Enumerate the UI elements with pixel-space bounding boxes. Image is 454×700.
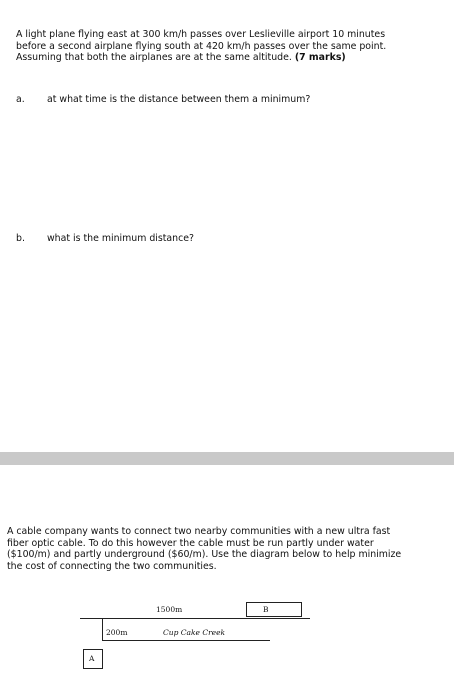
part-a-label: a. xyxy=(16,94,25,105)
bottom-shore-line xyxy=(102,640,270,641)
distance-top-label: 1500m xyxy=(156,605,183,614)
distance-side-label: 200m xyxy=(106,628,128,637)
top-shore-line xyxy=(80,618,310,619)
question-2-text: A cable company wants to connect two nearby communities with a new ultra fast fiber optic cable. To do this however the cable must be run partly under water ($100/m) and partly underground ($60/m). Use the diagram below to help minimize the cost of connecting the two communities. xyxy=(7,526,402,572)
part-a-text: at what time is the distance between them a minimum? xyxy=(47,94,311,105)
creek-label: Cup Cake Creek xyxy=(163,628,226,637)
part-b-label: b. xyxy=(16,233,25,244)
point-a-label: A xyxy=(89,654,95,663)
part-b-text: what is the minimum distance? xyxy=(47,233,195,244)
question-1-text xyxy=(16,29,416,64)
question-1-marks: (7 marks) xyxy=(294,52,346,64)
point-b-box xyxy=(246,602,302,617)
section-divider xyxy=(0,452,454,465)
creek-width-line xyxy=(102,618,103,641)
point-a-box xyxy=(83,649,103,669)
cable-diagram xyxy=(80,598,310,678)
question-1-body: A light plane flying east at 300 km/h passes over Leslieville airport 10 minutes before a second airplane flying south at 420 km/h passes over the same point. Assuming that both the airplanes are at the same altitude. xyxy=(16,29,387,64)
point-b-label: B xyxy=(263,605,269,614)
